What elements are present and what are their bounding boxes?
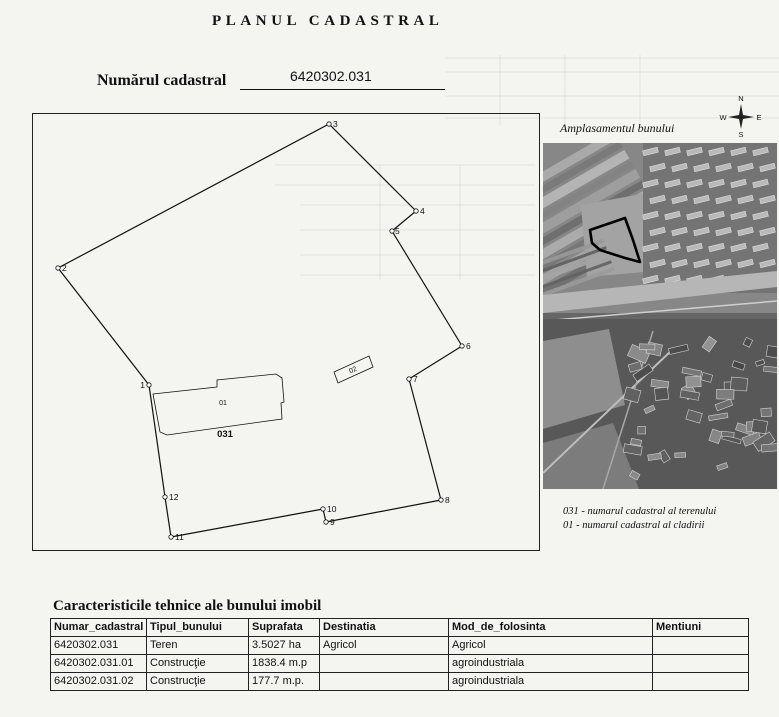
vertex-point — [324, 520, 328, 524]
column-header-tipul-bunului: Tipul_bunului — [147, 619, 249, 637]
table-cell — [653, 655, 749, 673]
vertex-label: 8 — [445, 495, 450, 505]
vertex-label: 5 — [395, 226, 400, 236]
village-lot-patch — [761, 408, 772, 417]
location-label: Amplasamentul bunului — [560, 121, 675, 135]
village-lot-patch — [761, 443, 777, 452]
vertex-point — [327, 122, 331, 126]
table-row — [51, 673, 749, 691]
parcel-boundary — [58, 124, 462, 537]
vertex-point — [390, 229, 394, 233]
cadastral-plan-drawing — [33, 114, 539, 550]
compass-south: S — [738, 130, 744, 138]
vertex-label: 1 — [140, 380, 145, 390]
vertex-label: 11 — [175, 532, 184, 542]
table-cell: 177.7 m.p. — [249, 673, 320, 691]
table-row — [51, 655, 749, 673]
column-header-numar-cadastral: Numar_cadastral — [51, 619, 147, 637]
vertex-label: 3 — [333, 119, 338, 129]
table-cell: 3.5027 ha — [249, 637, 320, 655]
table-cell: 6420302.031 — [51, 637, 147, 655]
table-cell: 6420302.031.02 — [51, 673, 147, 691]
vertex-point — [407, 377, 411, 381]
table-cell: agroindustriala — [449, 673, 653, 691]
technical-characteristics-heading: Caracteristicile tehnice ale bunului imobil — [53, 598, 322, 614]
building-01-label: 01 — [219, 400, 227, 407]
vertex-label: 9 — [330, 517, 335, 527]
vertex-point — [460, 344, 464, 348]
cadastral-number-label: Numărul cadastral — [97, 72, 227, 89]
vertex-point — [439, 498, 443, 502]
village-lot-patch — [639, 344, 655, 350]
page-title: PLANUL CADASTRAL — [212, 13, 444, 29]
village-lot-patch — [721, 431, 734, 437]
table-cell: 1838.4 m.p — [249, 655, 320, 673]
vertex-point — [163, 495, 167, 499]
vertex-markers — [56, 122, 464, 539]
cadastral-plan-frame — [32, 113, 540, 551]
parcel-number-label: 031 — [217, 429, 233, 440]
vertex-label: 7 — [413, 374, 418, 384]
table-header-row — [51, 619, 749, 637]
compass-rose-icon — [718, 92, 764, 138]
compass-west: W — [719, 113, 727, 122]
table-cell — [320, 673, 449, 691]
vertex-point — [414, 209, 418, 213]
table-cell: Construcţie — [147, 673, 249, 691]
table-cell — [653, 637, 749, 655]
technical-characteristics-table — [50, 618, 749, 691]
village-lot-patch — [717, 389, 734, 399]
table-cell: Teren — [147, 637, 249, 655]
vertex-label: 2 — [62, 263, 67, 273]
legend-parcel-number: 031 - numarul cadastral al terenului — [563, 506, 717, 517]
table-cell: Agricol — [320, 637, 449, 655]
legend-building-number: 01 - numarul cadastral al cladirii — [563, 520, 705, 531]
table-cell: Construcţie — [147, 655, 249, 673]
village-lot-patch — [730, 377, 747, 391]
table-cell: Agricol — [449, 637, 653, 655]
compass-north: N — [738, 94, 744, 103]
column-header-mod-de-folosinta: Mod_de_folosinta — [449, 619, 653, 637]
vertex-labels — [62, 119, 471, 542]
vertex-point — [56, 266, 60, 270]
table-cell: agroindustriala — [449, 655, 653, 673]
village-lot-patch — [686, 376, 701, 387]
vertex-label: 4 — [420, 206, 425, 216]
column-header-destinatia: Destinatia — [320, 619, 449, 637]
vertex-point — [169, 535, 173, 539]
table-cell — [320, 655, 449, 673]
vertex-label: 6 — [466, 341, 471, 351]
compass-east: E — [756, 113, 762, 122]
aerial-image — [543, 143, 777, 489]
table-cell: 6420302.031.01 — [51, 655, 147, 673]
column-header-mentiuni: Mentiuni — [653, 619, 749, 637]
column-header-suprafata: Suprafata — [249, 619, 320, 637]
vertex-point — [147, 383, 151, 387]
village-lot-patch — [654, 387, 668, 400]
village-lot-patch — [751, 419, 767, 434]
table-row — [51, 637, 749, 655]
building-02-label: 02 — [348, 365, 359, 376]
village-lot-patch — [675, 453, 686, 458]
vertex-label: 12 — [169, 492, 179, 502]
vertex-label: 10 — [327, 504, 337, 514]
cadastral-number-underline — [240, 89, 445, 90]
vertex-point — [321, 507, 325, 511]
cadastral-number-value: 6420302.031 — [290, 68, 372, 84]
village-lot-patch — [638, 427, 646, 434]
table-cell — [653, 673, 749, 691]
